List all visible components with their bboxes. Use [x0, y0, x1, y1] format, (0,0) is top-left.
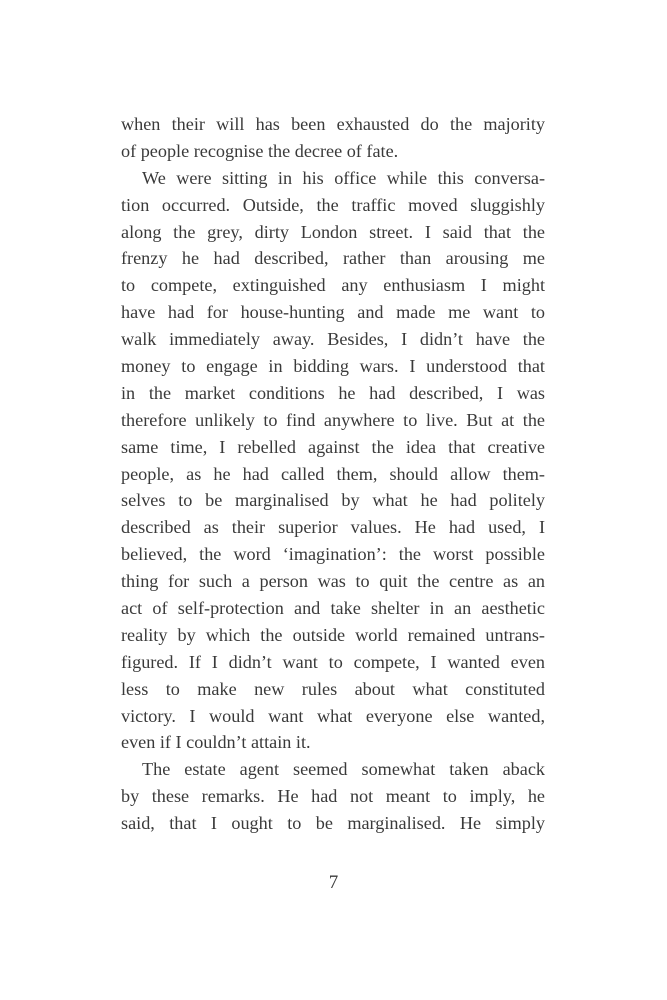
- text-line: victory. I would want what everyone else wanted,: [121, 705, 545, 726]
- page-number: 7: [328, 872, 339, 893]
- text-line: The estate agent seemed somewhat taken aback: [142, 759, 545, 780]
- text-line: by these remarks. He had not meant to imply, he: [121, 786, 545, 807]
- text-line: in the market conditions he had described, I was: [121, 382, 545, 403]
- text-line: We were sitting in his office while this conversa-: [142, 167, 545, 188]
- text-line: selves to be marginalised by what he had politely: [121, 490, 545, 511]
- text-line: frenzy he had described, rather than arousing me: [121, 248, 545, 269]
- text-line: people, as he had called them, should allow them-: [121, 463, 545, 484]
- text-line: figured. If I didn’t want to compete, I wanted even: [121, 651, 545, 672]
- text-line: to compete, extinguished any enthusiasm I might: [121, 275, 545, 296]
- text-line: walk immediately away. Besides, I didn’t have the: [121, 329, 545, 350]
- body-text: [121, 111, 545, 837]
- text-line: less to make new rules about what constituted: [121, 678, 545, 699]
- text-line: act of self-protection and take shelter in an aesthetic: [121, 598, 545, 619]
- text-line: tion occurred. Outside, the traffic moved sluggishly: [121, 194, 545, 215]
- text-line: believed, the word ‘imagination’: the worst possible: [121, 544, 545, 565]
- text-line: described as their superior values. He had used, I: [121, 517, 545, 538]
- text-line: along the grey, dirty London street. I said that the: [121, 221, 545, 242]
- text-line: when their will has been exhausted do the majority: [121, 114, 545, 134]
- text-line: therefore unlikely to find anywhere to live. But at the: [121, 409, 545, 430]
- text-line: reality by which the outside world remained untrans-: [121, 624, 545, 645]
- text-line: thing for such a person was to quit the centre as an: [121, 571, 545, 592]
- text-line: same time, I rebelled against the idea that creative: [121, 436, 545, 457]
- text-line: said, that I ought to be marginalised. He simply: [121, 813, 545, 834]
- text-line: money to engage in bidding wars. I understood that: [121, 356, 545, 377]
- text-line: even if I couldn’t attain it.: [121, 732, 311, 753]
- text-line: of people recognise the decree of fate.: [121, 140, 399, 161]
- text-line: have had for house-hunting and made me want to: [121, 302, 545, 323]
